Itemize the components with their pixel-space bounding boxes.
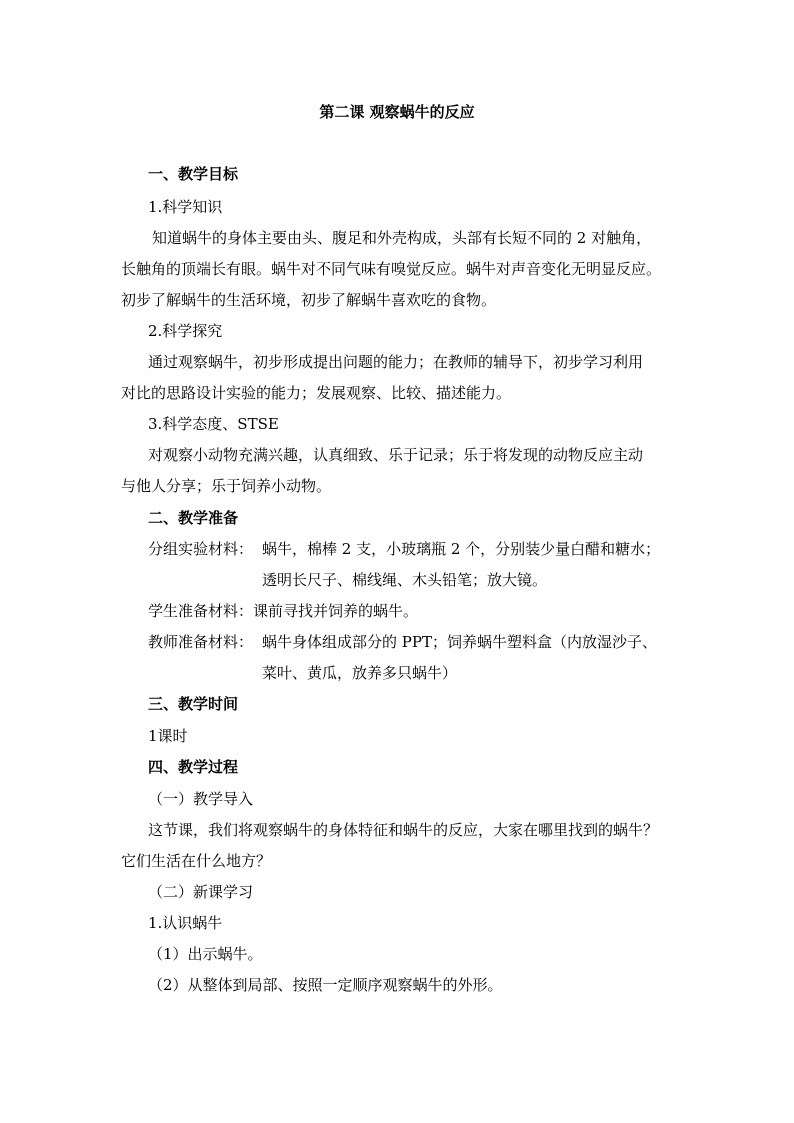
section-heading-objectives: 一、教学目标	[148, 165, 239, 183]
subheading-science-attitude: 3.科学态度、STSE	[148, 415, 279, 433]
paragraph-line: 对比的思路设计实验的能力；发展观察、比较、描述能力。	[121, 384, 512, 402]
list-item: （1）出示蜗牛。	[148, 945, 263, 963]
subheading-new-lesson: （二）新课学习	[148, 883, 254, 901]
paragraph-line: 对观察小动物充满兴趣，认真细致、乐于记录；乐于将发现的动物反应主动	[148, 446, 644, 464]
teacher-materials-line: 菜叶、黄瓜，放养多只蜗牛）	[262, 664, 458, 682]
paragraph-line: 初步了解蜗牛的生活环境，初步了解蜗牛喜欢吃的食物。	[121, 291, 497, 309]
list-item: 1.认识蜗牛	[148, 914, 223, 932]
teacher-materials-label: 教师准备材料：	[148, 633, 254, 651]
paragraph-line: 这节课，我们将观察蜗牛的身体特征和蜗牛的反应，大家在哪里找到的蜗牛？	[148, 821, 659, 839]
group-materials-label: 分组实验材料：	[148, 540, 254, 558]
list-item: （2）从整体到局部、按照一定顺序观察蜗牛的外形。	[148, 976, 503, 994]
student-materials: 学生准备材料：课前寻找并饲养的蜗牛。	[148, 602, 419, 620]
teaching-time: 1课时	[148, 727, 188, 745]
group-materials-line: 蜗牛，棉棒 2 支，小玻璃瓶 2 个，分别装少量白醋和糖水；	[262, 540, 661, 558]
paragraph-line: 长触角的顶端长有眼。蜗牛对不同气味有嗅觉反应。蜗牛对声音变化无明显反应。	[121, 260, 662, 278]
teacher-materials-line: 蜗牛身体组成部分的 PPT；饲养蜗牛塑料盒（内放湿沙子、	[262, 633, 657, 651]
group-materials-line: 透明长尺子、棉线绳、木头铅笔；放大镜。	[262, 571, 548, 589]
paragraph-line: 通过观察蜗牛，初步形成提出问题的能力；在教师的辅导下，初步学习利用	[148, 353, 644, 371]
section-heading-preparation: 二、教学准备	[148, 509, 239, 527]
section-heading-time: 三、教学时间	[148, 695, 239, 713]
paragraph-line: 与他人分享；乐于饲养小动物。	[121, 477, 332, 495]
subheading-science-inquiry: 2.科学探究	[148, 322, 223, 340]
section-heading-process: 四、教学过程	[148, 758, 239, 776]
paragraph-line: 它们生活在什么地方？	[121, 852, 272, 870]
subheading-introduction: （一）教学导入	[148, 790, 254, 808]
paragraph-line: 知道蜗牛的身体主要由头、腹足和外壳构成，头部有长短不同的 2 对触角，	[152, 229, 652, 247]
subheading-science-knowledge: 1.科学知识	[148, 198, 223, 216]
page-title: 第二课 观察蜗牛的反应	[319, 103, 475, 121]
